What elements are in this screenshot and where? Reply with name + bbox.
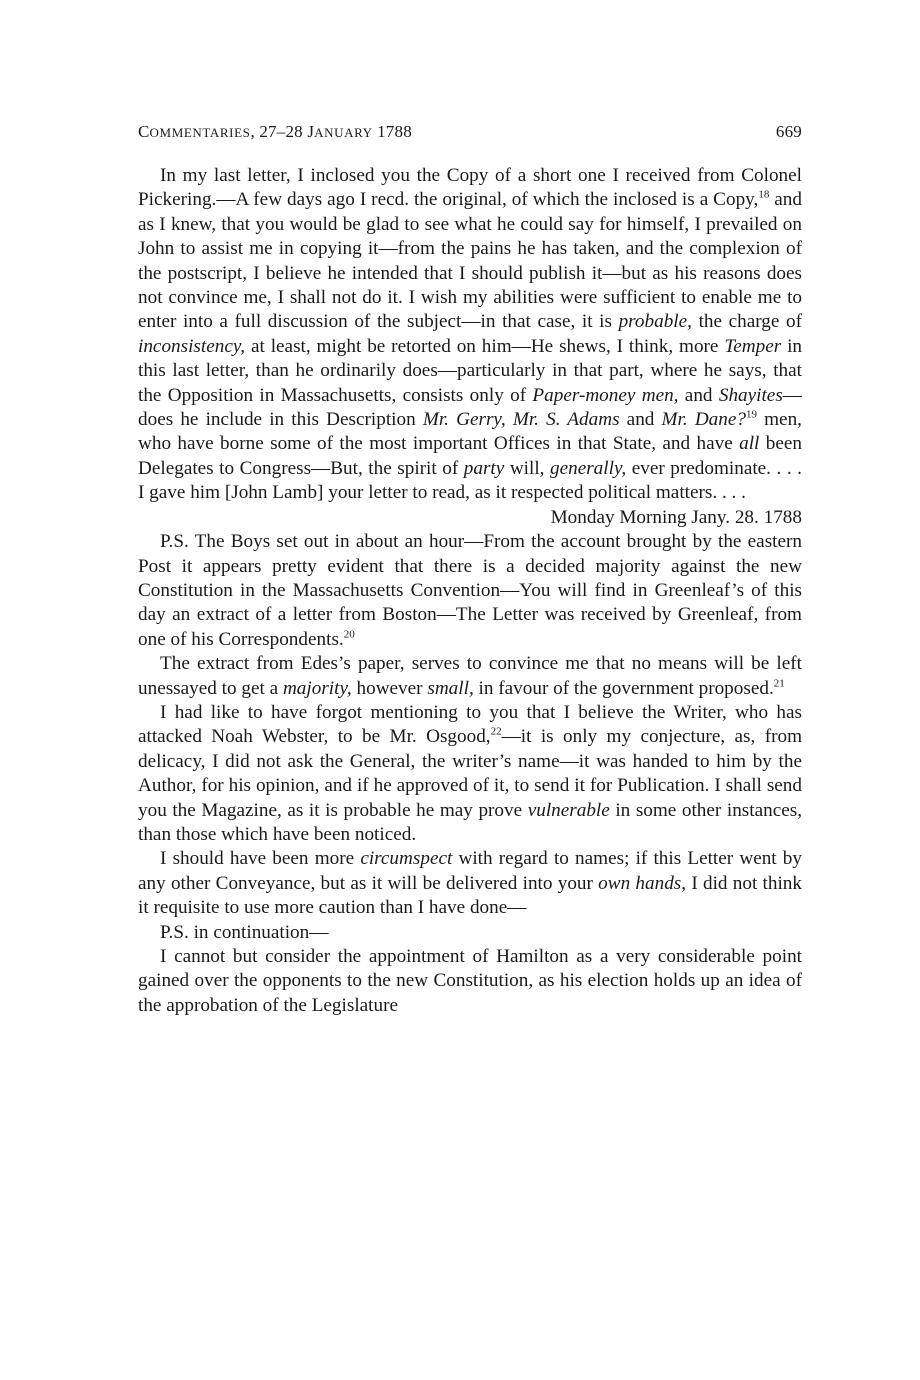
text-run: been Delegates to Congress—But, the spirit of [138, 433, 802, 479]
footnote-ref: 19 [745, 408, 757, 421]
italic-run: majority, [282, 677, 352, 699]
text-run: In my last letter, I inclosed you the Copy of a short one I received from Colonel Pickering.—A few days ago I recd. the original, of which the inclosed is a Copy, [138, 165, 802, 211]
italic-run: generally, [550, 457, 627, 479]
footnote-ref: 18 [758, 189, 770, 202]
text-run: with regard to names; if this Letter went by any other Conveyance, but as it will be delivered into your [138, 848, 802, 894]
text-run: the charge of [691, 311, 802, 333]
text-run: I cannot but consider the appointment of Hamilton as a very considerable point gained over the opponents to the new Constitution, as his election holds up an idea of the approbation of the Legislature [138, 946, 802, 1016]
italic-run: vulnerable [527, 799, 610, 821]
italic-run: party [463, 457, 505, 479]
running-head [138, 122, 802, 142]
text-run: men, who have borne some of the most important Offices in that State, and have [138, 409, 802, 455]
text-run: —it is only my conjecture, as, from delicacy, I did not ask the General, the writer’s name—it was handed to him by the Author, for his opinion, and if he approved of it, to send it for Publication. I shall send you the Magazine, as it is probable he may prove [138, 726, 802, 821]
dateline [138, 506, 802, 530]
running-head-title: COMMENTARIES, 27–28 JANUARY 1788 [138, 122, 412, 141]
footnote-ref: 20 [343, 628, 355, 641]
text-run: in some other instances, than those which have been noticed. [138, 799, 802, 845]
document-page [138, 122, 802, 1018]
text-run: in this last letter, than he ordinarily does—particularly in that part, where he says, that the Opposition in Massachusetts, consists only of [138, 335, 802, 406]
italic-run: Shayites [718, 384, 783, 406]
italic-run: small, [427, 677, 474, 699]
page-number: 669 [775, 122, 802, 141]
text-run: Monday Morning Jany. 28. 1788 [550, 506, 802, 528]
italic-run: all [739, 433, 760, 455]
text-run: P.S. in continuation— [160, 921, 329, 943]
italic-run: Temper [724, 335, 782, 357]
text-run: ever predominate. . . . I gave him [John Lamb] your letter to read, as it respected political matters. . . . [138, 457, 802, 504]
text-run: I did not think it requisite to use more caution than I have done— [138, 872, 802, 919]
text-run: and [619, 409, 662, 431]
text-run: P.S. The Boys set out in about an hour—From the account brought by the eastern Post it appears pretty evident that there is a decided majority against the new Constitution in the Massachusetts Convention—You will find in Greenleaf’s of this day an extract of a letter from Boston—The Letter was received by Greenleaf, from one of his Correspondents. [138, 531, 802, 650]
footnote-ref: 22 [490, 725, 502, 738]
text-run: I had like to have forgot mentioning to you that I believe the Writer, who has attacked Noah Webster, to be Mr. Osgood, [138, 701, 802, 748]
text-run: however [351, 677, 428, 699]
paragraph [138, 945, 802, 1018]
text-run: and [678, 384, 719, 406]
footnote-ref: 21 [773, 677, 785, 690]
text-run: in favour of the government proposed. [473, 677, 774, 699]
italic-run: Paper-money men, [532, 384, 679, 406]
paragraph [138, 652, 802, 701]
paragraph [138, 530, 802, 652]
paragraph [138, 921, 802, 945]
text-run: The extract from Edes’s paper, serves to convince me that no means will be left unessayed to get a [138, 653, 802, 699]
paragraph [138, 164, 802, 506]
italic-run: probable, [618, 311, 692, 333]
italic-run: inconsistency, [138, 335, 246, 357]
paragraph [138, 701, 802, 847]
text-run: and as I knew, that you would be glad to see what he could say for himself, I prevailed on John to assist me in copying it—from the pains he has taken, and the complexion of the postscript, I believe he intended that I should publish it—but as his reasons does not convince me, I shall not do it. I wish my abilities were sufficient to enable me to enter into a full discussion of the subject—in that case, it is [138, 189, 802, 333]
paragraph [138, 847, 802, 920]
italic-run: own hands, [598, 872, 687, 894]
italic-run: circumspect [360, 848, 453, 870]
text-run: at least, might be retorted on him—He shews, I think, more [245, 335, 725, 357]
text-run: will, [504, 457, 550, 479]
italic-run: Mr. Gerry, Mr. S. Adams [422, 409, 620, 431]
italic-run: Mr. Dane? [661, 409, 746, 431]
text-run: —does he include in this Description [138, 384, 802, 431]
body-text [138, 164, 802, 1018]
text-run: I should have been more [160, 848, 361, 870]
